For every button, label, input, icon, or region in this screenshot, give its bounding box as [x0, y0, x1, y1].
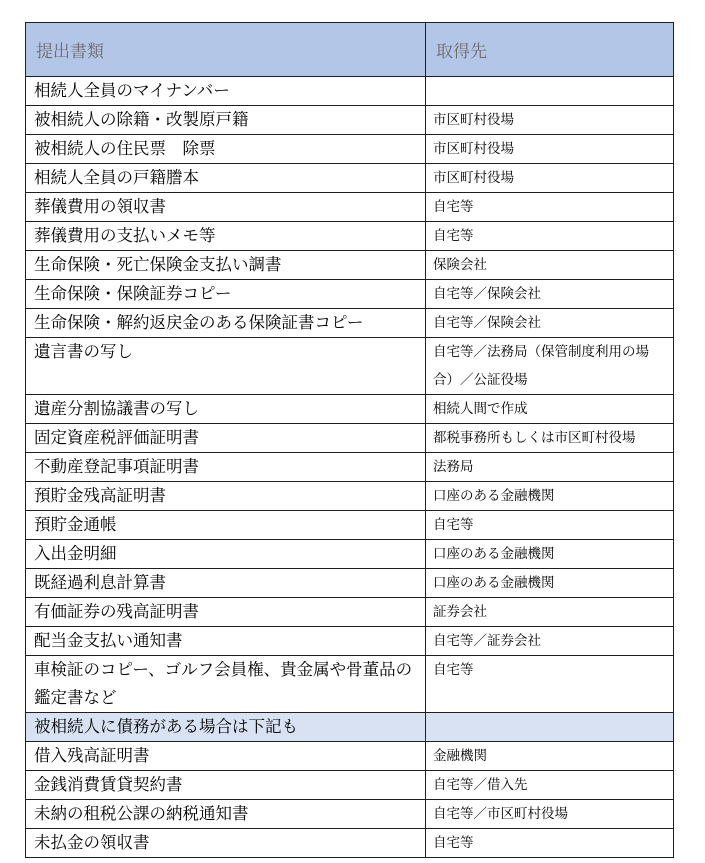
- document-cell: 生命保険・保険証券コピー: [26, 280, 426, 309]
- source-cell: 市区町村役場: [426, 106, 674, 135]
- document-cell: 有価証券の残高証明書: [26, 598, 426, 627]
- source-cell: 自宅等: [426, 222, 674, 251]
- source-cell: 自宅等: [426, 829, 674, 858]
- document-cell: 葬儀費用の支払いメモ等: [26, 222, 426, 251]
- table-row: [26, 511, 674, 540]
- table-row: [26, 106, 674, 135]
- document-cell: 生命保険・解約返戻金のある保険証書コピー: [26, 309, 426, 338]
- source-cell: 証券会社: [426, 598, 674, 627]
- document-cell: 被相続人の住民票 除票: [26, 135, 426, 164]
- document-cell: 遺産分割協議書の写し: [26, 395, 426, 424]
- table-row: [26, 569, 674, 598]
- source-cell: 口座のある金融機関: [426, 482, 674, 511]
- source-cell: 自宅等／借入先: [426, 771, 674, 800]
- table-row: [26, 280, 674, 309]
- table-row: [26, 338, 674, 395]
- document-cell: 既経過利息計算書: [26, 569, 426, 598]
- source-cell: 市区町村役場: [426, 135, 674, 164]
- table-row: [26, 251, 674, 280]
- source-cell: 法務局: [426, 453, 674, 482]
- document-cell: 遺言書の写し: [26, 338, 426, 395]
- source-cell: 口座のある金融機関: [426, 569, 674, 598]
- header-source: 取得先: [426, 23, 674, 77]
- document-cell: 預貯金残高証明書: [26, 482, 426, 511]
- table-row: [26, 222, 674, 251]
- document-cell: 相続人全員のマイナンバー: [26, 77, 426, 106]
- source-cell: 自宅等／証券会社: [426, 627, 674, 656]
- document-cell: 不動産登記事項証明書: [26, 453, 426, 482]
- document-cell: 配当金支払い通知書: [26, 627, 426, 656]
- source-cell: [426, 77, 674, 106]
- document-cell: 預貯金通帳: [26, 511, 426, 540]
- document-cell: 金銭消費賃貸契約書: [26, 771, 426, 800]
- document-cell: 被相続人に債務がある場合は下記も: [26, 713, 426, 742]
- table-row: [26, 77, 674, 106]
- table-row: [26, 482, 674, 511]
- document-cell: 固定資産税評価証明書: [26, 424, 426, 453]
- source-cell: 自宅等／保険会社: [426, 309, 674, 338]
- source-cell: 自宅等／法務局（保管制度利用の場合）／公証役場: [426, 338, 674, 395]
- table-row: [26, 193, 674, 222]
- table-body: [26, 77, 674, 858]
- source-cell: 自宅等: [426, 656, 674, 713]
- documents-table: [25, 22, 674, 858]
- source-cell: 保険会社: [426, 251, 674, 280]
- table-row: [26, 598, 674, 627]
- document-cell: 借入残高証明書: [26, 742, 426, 771]
- table-row: [26, 453, 674, 482]
- table-row: [26, 135, 674, 164]
- source-cell: 口座のある金融機関: [426, 540, 674, 569]
- document-cell: 入出金明細: [26, 540, 426, 569]
- source-cell: 自宅等: [426, 193, 674, 222]
- source-cell: 都税事務所もしくは市区町村役場: [426, 424, 674, 453]
- table-row: [26, 540, 674, 569]
- document-cell: 葬儀費用の領収書: [26, 193, 426, 222]
- table-row: [26, 800, 674, 829]
- section-row: [26, 713, 674, 742]
- table-row: [26, 656, 674, 713]
- table-row: [26, 395, 674, 424]
- table-row: [26, 771, 674, 800]
- table-row: [26, 309, 674, 338]
- source-cell: 自宅等: [426, 511, 674, 540]
- source-cell: 自宅等／市区町村役場: [426, 800, 674, 829]
- document-cell: 生命保険・死亡保険金支払い調書: [26, 251, 426, 280]
- table-row: [26, 742, 674, 771]
- document-cell: 未払金の領収書: [26, 829, 426, 858]
- header-documents: 提出書類: [26, 23, 426, 77]
- document-cell: 相続人全員の戸籍謄本: [26, 164, 426, 193]
- source-cell: 市区町村役場: [426, 164, 674, 193]
- table-header-row: [26, 23, 674, 77]
- table-row: [26, 424, 674, 453]
- source-cell: 相続人間で作成: [426, 395, 674, 424]
- document-cell: 車検証のコピー、ゴルフ会員権、貴金属や骨董品の鑑定書など: [26, 656, 426, 713]
- document-cell: 未納の租税公課の納税通知書: [26, 800, 426, 829]
- source-cell: 金融機関: [426, 742, 674, 771]
- table-row: [26, 829, 674, 858]
- source-cell: 自宅等／保険会社: [426, 280, 674, 309]
- source-cell: [426, 713, 674, 742]
- document-cell: 被相続人の除籍・改製原戸籍: [26, 106, 426, 135]
- table-row: [26, 164, 674, 193]
- table-row: [26, 627, 674, 656]
